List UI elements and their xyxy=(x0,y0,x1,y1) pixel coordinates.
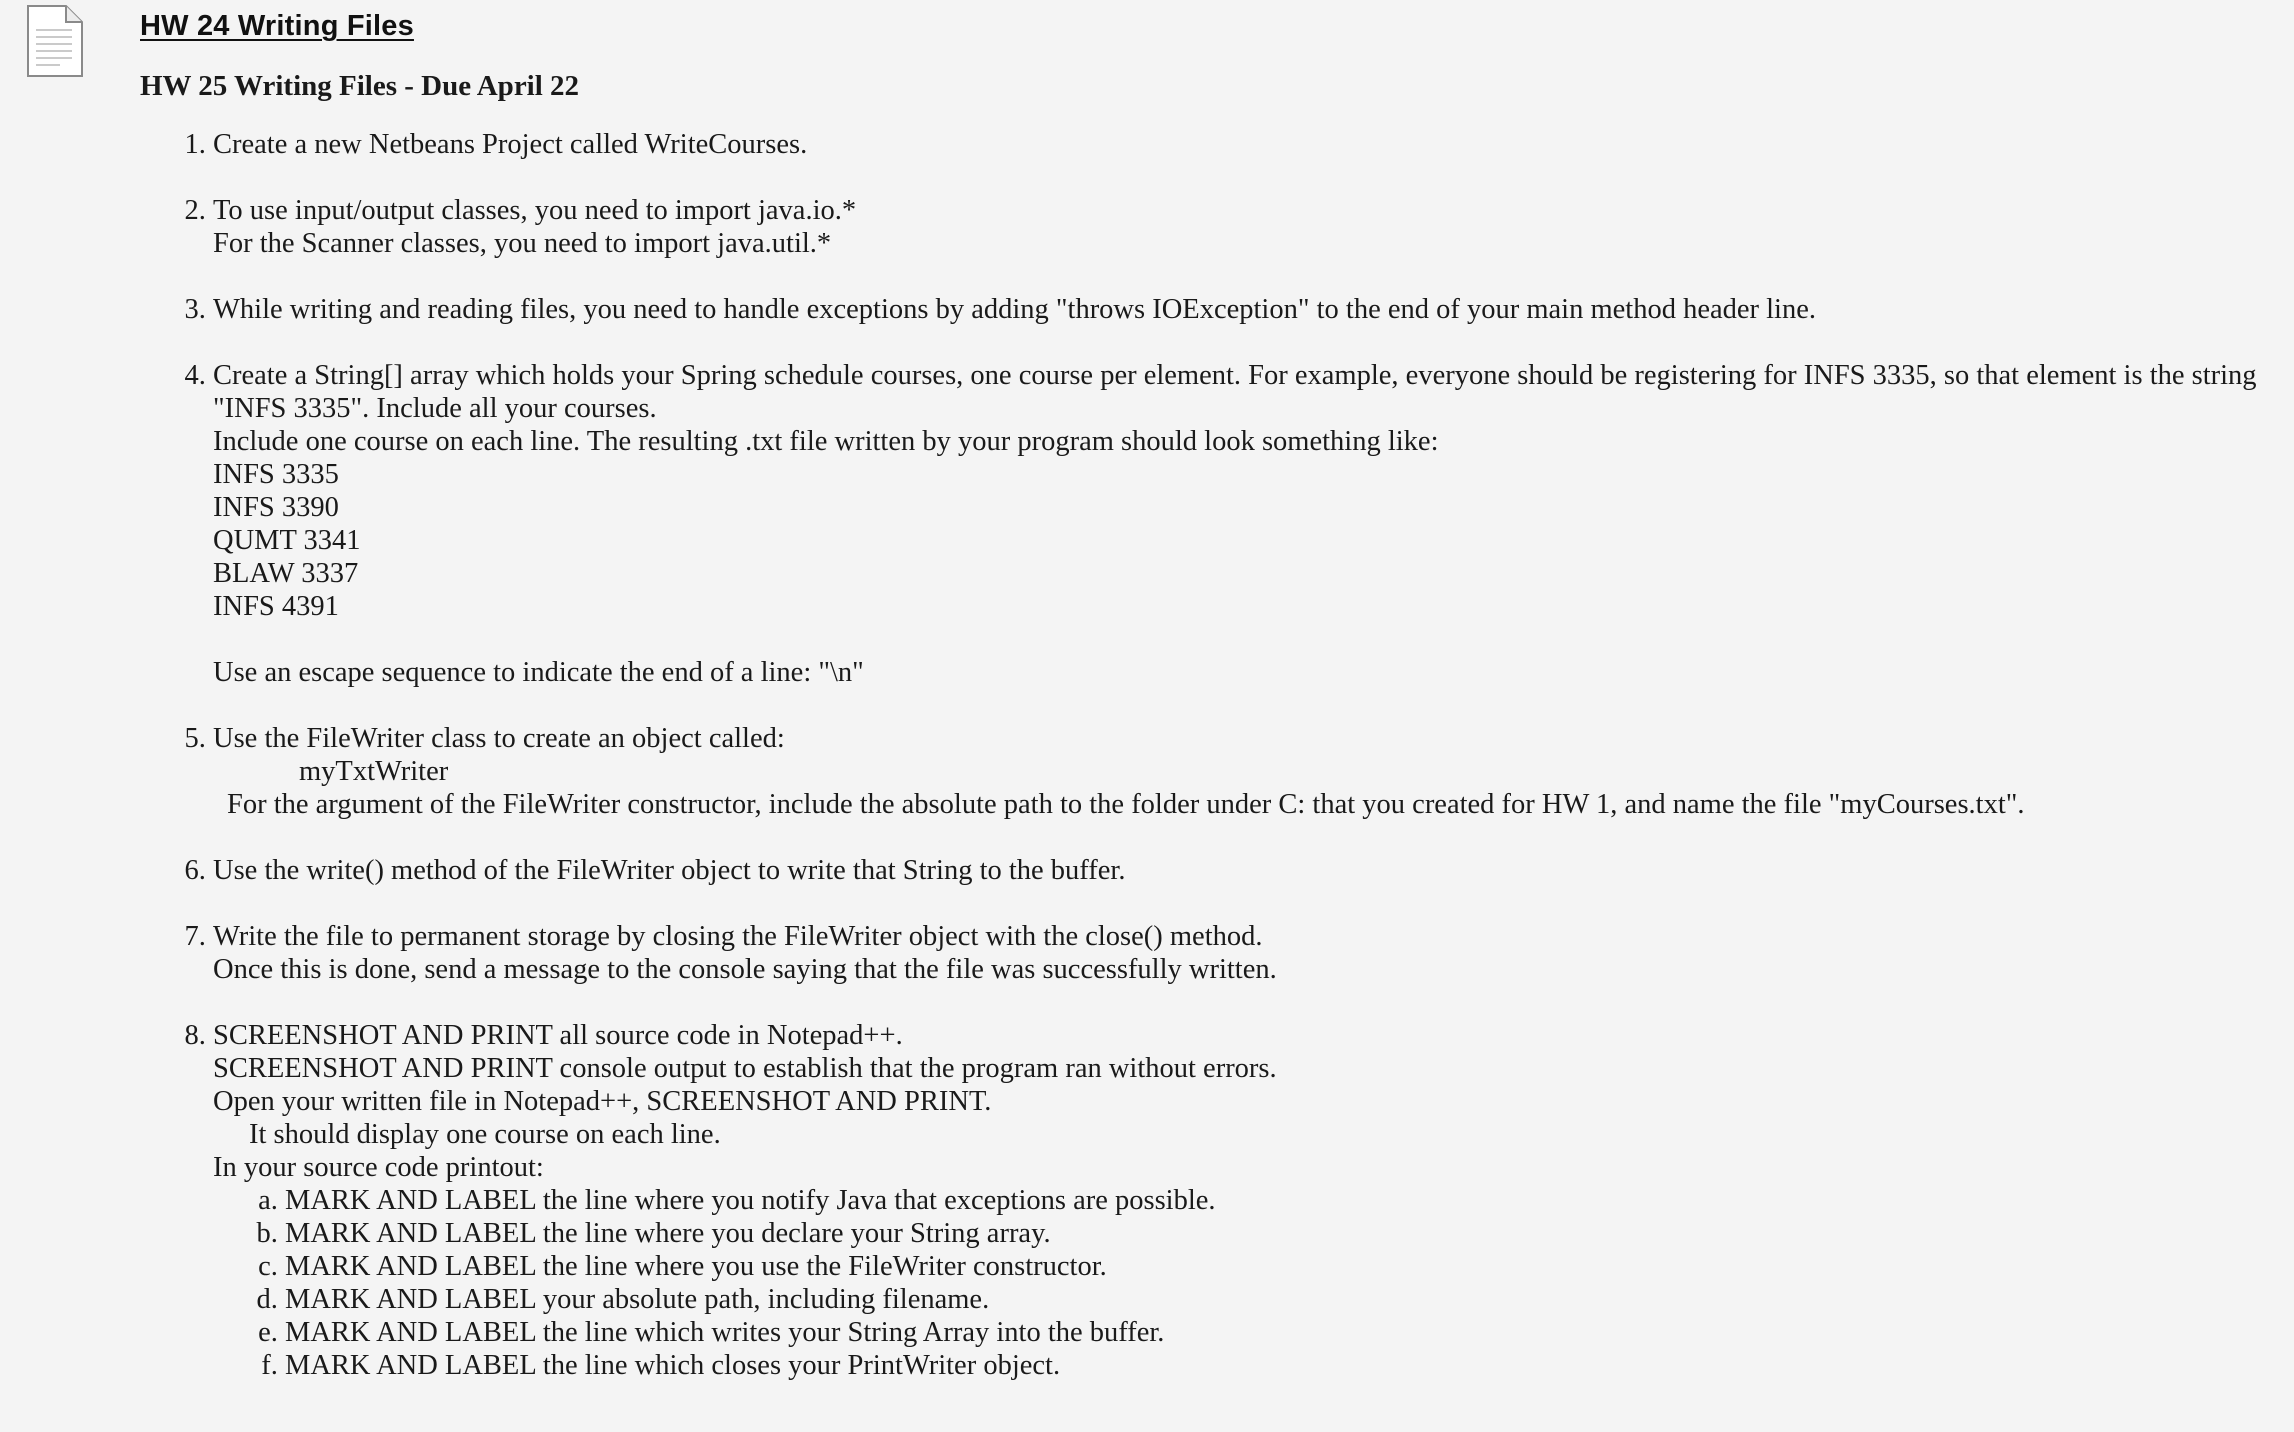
step-7-text-2: Once this is done, send a message to the console saying that the file was successfully written. xyxy=(213,954,1277,985)
step-8-text-4: It should display one course on each line. xyxy=(249,1119,721,1150)
course-item: INFS 3335 xyxy=(213,459,339,490)
step-4 xyxy=(213,359,2280,689)
step-7-text-1: 7. Write the file to permanent storage by closing the FileWriter object with the close() method. xyxy=(213,921,1263,952)
step-6 xyxy=(213,854,2280,887)
course-item: INFS 4391 xyxy=(213,591,339,622)
step-4-text-1: 4. Create a String[] array which holds your Spring schedule courses, one course per element. For example, everyone should be registering for INFS 3335, so that element is the string "INFS 3335". Include all your courses. xyxy=(213,360,2257,424)
checklist-item: a. MARK AND LABEL the line where you notify Java that exceptions are possible. xyxy=(285,1184,2280,1217)
printout-checklist xyxy=(213,1184,2280,1382)
step-8 xyxy=(213,1019,2280,1382)
step-8-text-1: 8. SCREENSHOT AND PRINT all source code in Notepad++. xyxy=(213,1020,903,1051)
steps-list xyxy=(140,128,2280,1382)
step-3 xyxy=(213,293,2280,326)
checklist-item: b. MARK AND LABEL the line where you declare your String array. xyxy=(285,1217,2280,1250)
course-item: INFS 3390 xyxy=(213,492,339,523)
step-5-object-name: myTxtWriter xyxy=(299,756,449,787)
step-8-text-5: In your source code printout: xyxy=(213,1152,544,1183)
course-item: BLAW 3337 xyxy=(213,558,359,589)
step-1-text: 1. Create a new Netbeans Project called WriteCourses. xyxy=(213,129,808,160)
checklist-item: e. MARK AND LABEL the line which writes your String Array into the buffer. xyxy=(285,1316,2280,1349)
assignment-content xyxy=(140,66,2280,1415)
step-1 xyxy=(213,128,2280,161)
step-2 xyxy=(213,194,2280,260)
step-4-text-2: Include one course on each line. The resulting .txt file written by your program should look something like: xyxy=(213,426,1439,457)
course-item: QUMT 3341 xyxy=(213,525,361,556)
page-title: HW 25 Writing Files - Due April 22 xyxy=(140,70,580,102)
step-5-text-1: 5. Use the FileWriter class to create an object called: xyxy=(213,723,785,754)
step-8-text-3: Open your written file in Notepad++, SCREENSHOT AND PRINT. xyxy=(213,1086,992,1117)
checklist-item: f. MARK AND LABEL the line which closes your PrintWriter object. xyxy=(285,1349,2280,1382)
step-3-text: 3. While writing and reading files, you need to handle exceptions by adding "throws IOException" to the end of your main method header line. xyxy=(213,294,1816,325)
checklist-item: c. MARK AND LABEL the line where you use the FileWriter constructor. xyxy=(285,1250,2280,1283)
step-5 xyxy=(213,722,2280,821)
step-2-text-1: 2. To use input/output classes, you need to import java.io.* xyxy=(213,195,857,226)
step-2-text-2: For the Scanner classes, you need to import java.util.* xyxy=(213,228,832,259)
checklist-item: d. MARK AND LABEL your absolute path, including filename. xyxy=(285,1283,2280,1316)
step-6-text: 6. Use the write() method of the FileWriter object to write that String to the buffer. xyxy=(213,855,1126,886)
step-7 xyxy=(213,920,2280,986)
step-5-text-3: For the argument of the FileWriter constructor, include the absolute path to the folder under C: that you created for HW 1, and name the file "myCourses.txt". xyxy=(227,789,2025,820)
step-4-text-3: Use an escape sequence to indicate the end of a line: "\n" xyxy=(213,657,864,688)
document-icon xyxy=(26,4,84,78)
step-8-text-2: SCREENSHOT AND PRINT console output to establish that the program ran without errors. xyxy=(213,1053,1277,1084)
file-link-hw24[interactable]: HW 24 Writing Files xyxy=(140,10,414,42)
spacer xyxy=(213,623,2280,656)
